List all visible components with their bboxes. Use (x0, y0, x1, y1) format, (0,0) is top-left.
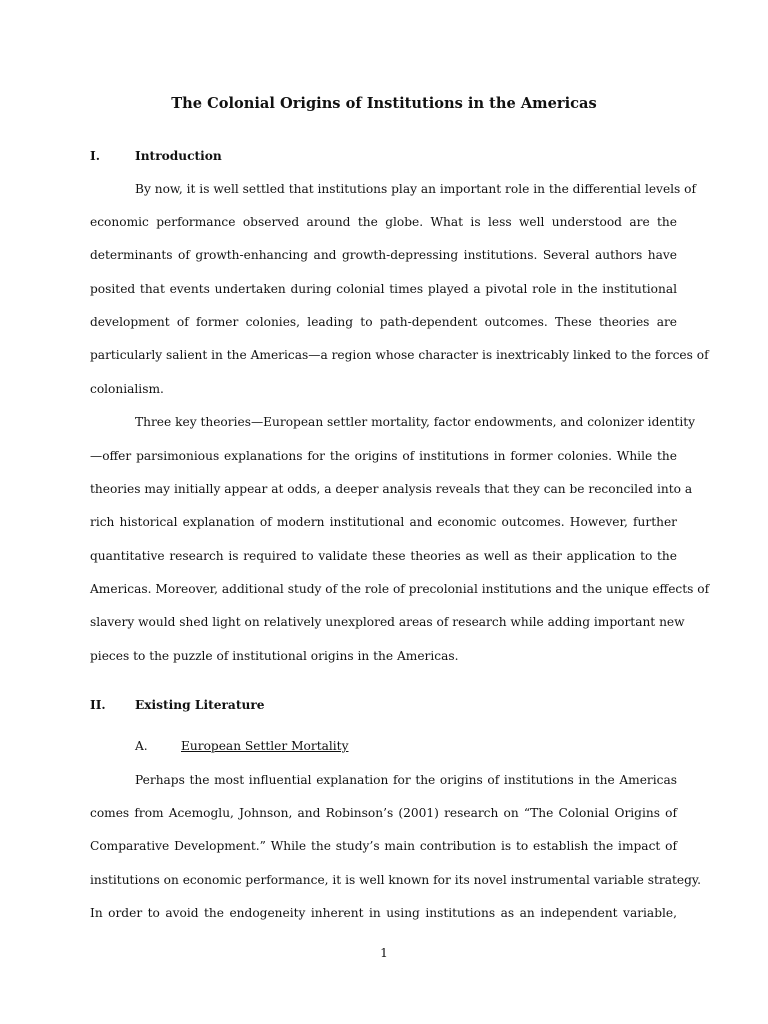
section-number: I. (90, 149, 100, 163)
paragraph-line: —offer parsimonious explanations for the origins of institutions in former colonies. While the (90, 449, 677, 463)
subsection-letter: A. (135, 739, 148, 753)
paragraph-line: posited that events undertaken during colonial times played a pivotal role in the institutional (90, 282, 677, 296)
paragraph-line: Comparative Development.” While the study’s main contribution is to establish the impact of (90, 839, 677, 853)
paragraph-line: Three key theories—European settler mortality, factor endowments, and colonizer identity (135, 415, 696, 429)
paragraph-line: comes from Acemoglu, Johnson, and Robinson’s (2001) research on “The Colonial Origins of (90, 806, 677, 820)
paragraph-line: rich historical explanation of modern institutional and economic outcomes. However, further (90, 515, 677, 529)
paragraph-line: particularly salient in the Americas—a region whose character is inextricably linked to the forces of (90, 348, 709, 362)
paragraph-line: theories may initially appear at odds, a deeper analysis reveals that they can be reconciled into a (90, 482, 693, 496)
paragraph-line: In order to avoid the endogeneity inherent in using institutions as an independent variable, (90, 906, 677, 920)
section-title: Existing Literature (135, 698, 265, 712)
subsection-title: European Settler Mortality (181, 739, 349, 753)
paragraph-line: development of former colonies, leading to path-dependent outcomes. These theories are (90, 315, 677, 329)
document-title: The Colonial Origins of Institutions in the Americas (171, 95, 597, 112)
paragraph-line: pieces to the puzzle of institutional origins in the Americas. (90, 649, 459, 663)
paragraph-line: Americas. Moreover, additional study of the role of precolonial institutions and the unique effects of (90, 582, 710, 596)
paragraph-line: slavery would shed light on relatively unexplored areas of research while adding important new (90, 615, 685, 629)
paragraph-line: institutions on economic performance, it is well known for its novel instrumental variable strategy. (90, 873, 702, 887)
paragraph-line: determinants of growth-enhancing and growth-depressing institutions. Several authors have (90, 248, 677, 262)
paragraph-line: Perhaps the most influential explanation for the origins of institutions in the Americas (135, 773, 677, 787)
section-number: II. (90, 698, 106, 712)
paragraph-line: quantitative research is required to validate these theories as well as their application to the (90, 549, 677, 563)
section-title: Introduction (135, 149, 222, 163)
page-number: 1 (380, 946, 388, 960)
paragraph-line: economic performance observed around the globe. What is less well understood are the (90, 215, 677, 229)
paragraph-line: By now, it is well settled that institutions play an important role in the differential levels of (135, 182, 697, 196)
paragraph-line: colonialism. (90, 382, 164, 396)
